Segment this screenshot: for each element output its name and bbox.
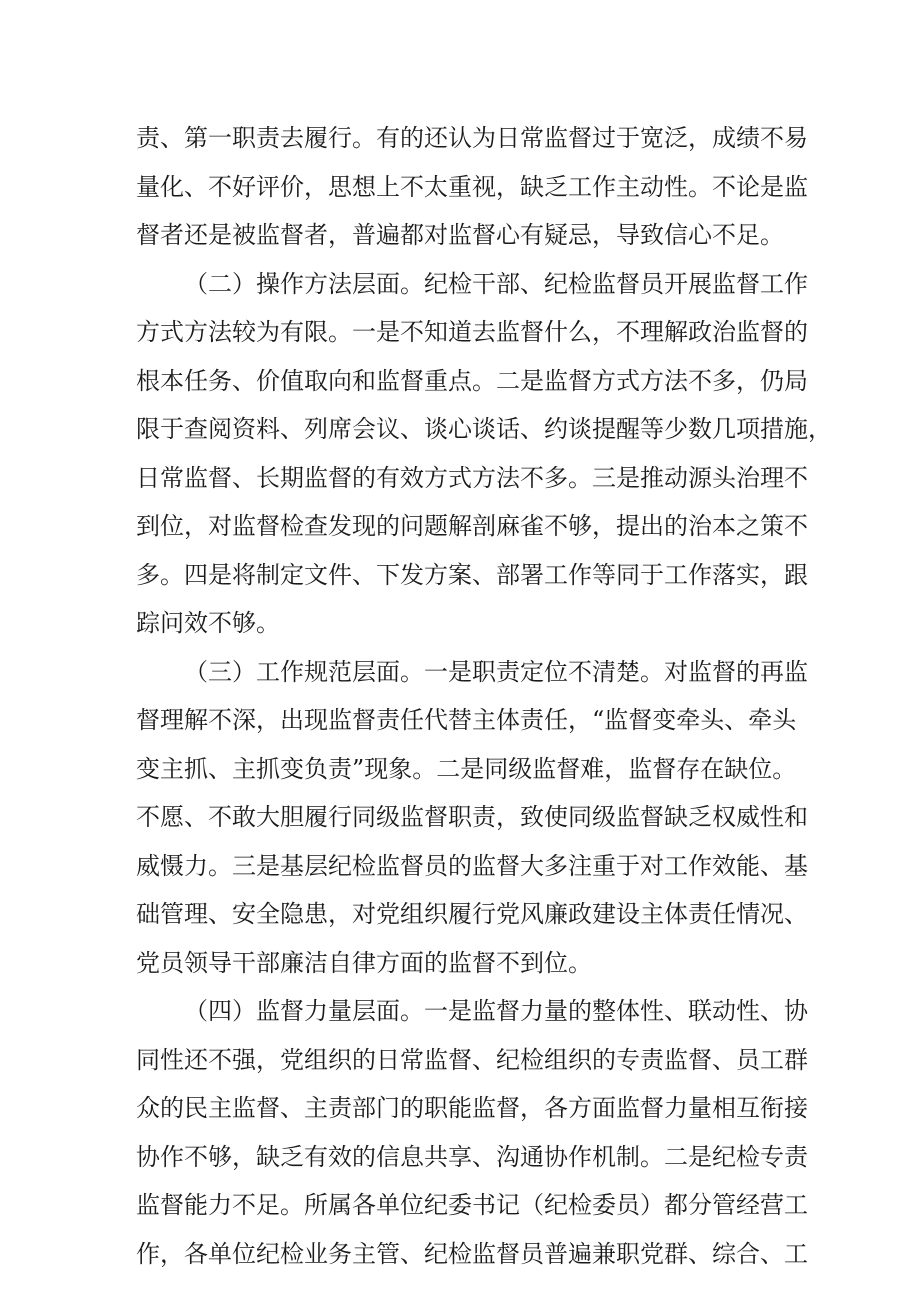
- text-line: 督理解不深，出现监督责任代替主体责任，“监督变牵头、牵头: [136, 706, 797, 734]
- text-line: 方式方法较为有限。一是不知道去监督什么，不理解政治监督的: [136, 318, 808, 346]
- text-line: 变主抓、主抓变负责”现象。二是同级监督难，监督存在缺位。: [136, 754, 797, 783]
- text-line: 监督能力不足。所属各单位纪委书记（纪检委员）都分管经营工: [136, 1191, 808, 1219]
- text-line: 不愿、不敢大胆履行同级监督职责，致使同级监督缺乏权威性和: [136, 803, 808, 831]
- text-line: （三）工作规范层面。一是职责定位不清楚。对监督的再监: [184, 657, 808, 686]
- text-line: 同性还不强，党组织的日常监督、纪检组织的专责监督、员工群: [136, 1045, 808, 1074]
- text-line: 踪问效不够。: [136, 609, 280, 637]
- text-line: 础管理、安全隐患，对党组织履行党风廉政建设主体责任情况、: [136, 900, 808, 928]
- text-line: 多。四是将制定文件、下发方案、部署工作等同于工作落实，跟: [136, 560, 808, 589]
- text-line: 协作不够，缺乏有效的信息共享、沟通协作机制。二是纪检专责: [136, 1142, 808, 1171]
- text-line: 督者还是被监督者，普遍都对监督心有疑忌，导致信心不足。: [136, 221, 784, 249]
- text-line: 日常监督、长期监督的有效方式方法不多。三是推动源头治理不: [136, 463, 808, 492]
- text-line: 责、第一职责去履行。有的还认为日常监督过于宽泛，成绩不易: [136, 124, 808, 152]
- text-line: 限于查阅资料、列席会议、谈心谈话、约谈提醒等少数几项措施，: [136, 415, 832, 443]
- text-line: （四）监督力量层面。一是监督力量的整体性、联动性、协: [184, 997, 808, 1025]
- text-line: 众的民主监督、主责部门的职能监督，各方面监督力量相互衔接: [136, 1094, 808, 1122]
- text-line: 党员领导干部廉洁自律方面的监督不到位。: [136, 948, 592, 977]
- text-line: 量化、不好评价，思想上不太重视，缺乏工作主动性。不论是监: [136, 172, 808, 201]
- text-line: 根本任务、价值取向和监督重点。二是监督方式方法不多，仍局: [136, 366, 808, 395]
- text-line: 作，各单位纪检业务主管、纪检监督员普遍兼职党群、综合、工: [136, 1239, 808, 1268]
- body-text: [136, 114, 832, 1278]
- text-line: （二）操作方法层面。纪检干部、纪检监督员开展监督工作: [184, 269, 808, 298]
- text-line: 威慑力。三是基层纪检监督员的监督大多注重于对工作效能、基: [136, 851, 808, 880]
- text-line: 到位，对监督检查发现的问题解剖麻雀不够，提出的治本之策不: [136, 512, 808, 540]
